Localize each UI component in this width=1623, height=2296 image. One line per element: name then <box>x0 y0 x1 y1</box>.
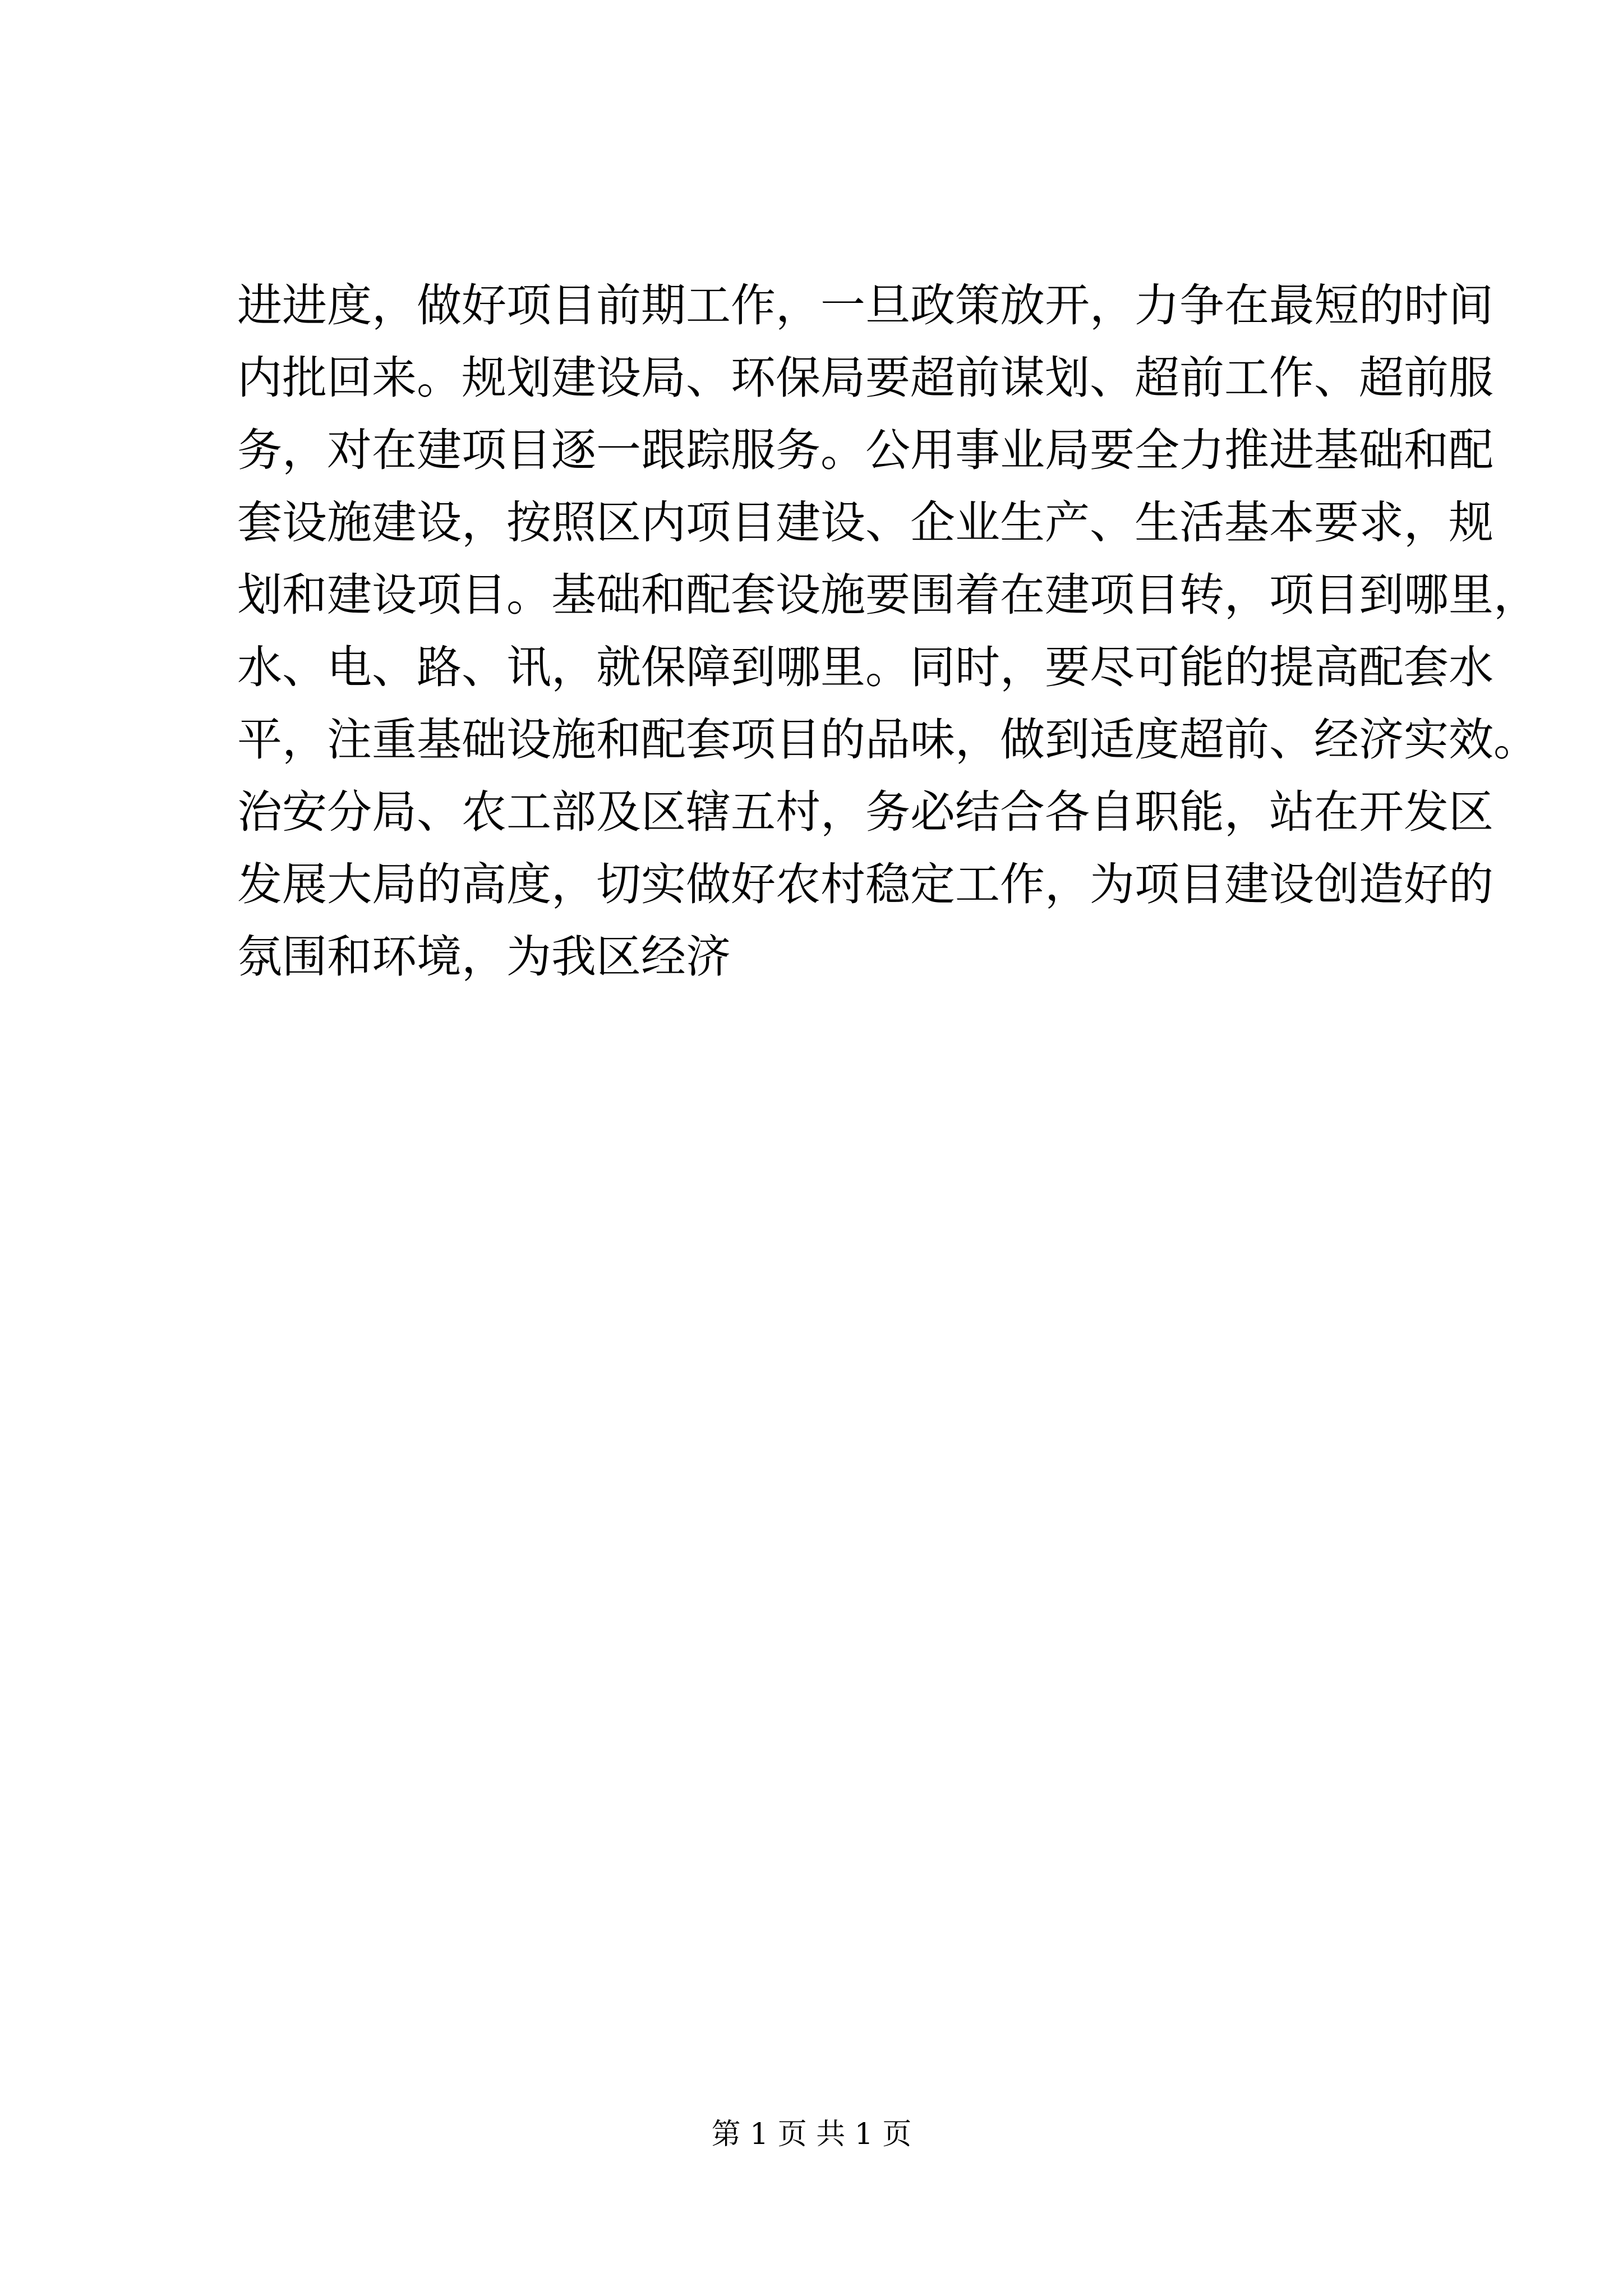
text-line: 划和建设项目。基础和配套设施要围着在建项目转，项目到哪里， <box>237 569 1538 621</box>
text-line: 水、电、路、讯，就保障到哪里。同时，要尽可能的提高配套水 <box>237 641 1493 693</box>
text-line: 发展大局的高度，切实做好农村稳定工作，为项目建设创造好的 <box>237 858 1493 910</box>
page-footer: 第 1 页 共 1 页 <box>711 2118 912 2151</box>
body-paragraph <box>237 269 1538 993</box>
text-line: 内批回来。规划建设局、环保局要超前谋划、超前工作、超前服 <box>237 352 1493 404</box>
text-line: 套设施建设，按照区内项目建设、企业生产、生活基本要求，规 <box>237 496 1493 549</box>
text-line: 治安分局、农工部及区辖五村，务必结合各自职能，站在开发区 <box>237 786 1493 838</box>
text-line: 平，注重基础设施和配套项目的品味，做到适度超前、经济实效。 <box>237 714 1538 766</box>
text-line: 进进度，做好项目前期工作，一旦政策放开，力争在最短的时间 <box>237 279 1493 332</box>
text-line: 务，对在建项目逐一跟踪服务。公用事业局要全力推进基础和配 <box>237 424 1493 476</box>
text-line-last: 氛围和环境，为我区经济 <box>237 931 731 983</box>
